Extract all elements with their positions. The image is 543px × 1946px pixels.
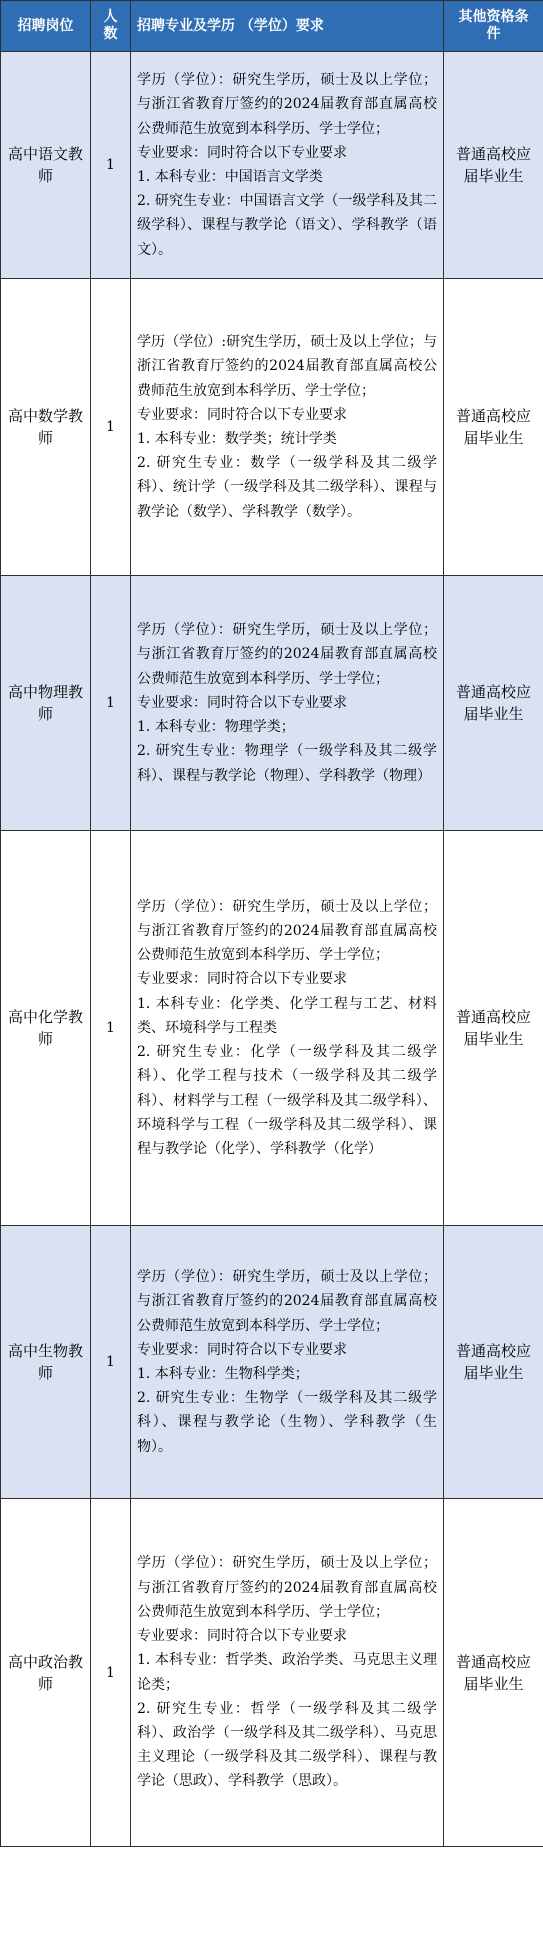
requirement-line: 2. 研究生专业：中国语言文学（一级学科及其二级学科）、课程与教学论（语文）、学科教学（语文）。	[137, 193, 437, 258]
position-cell: 高中数学教师	[1, 279, 91, 576]
table-row	[1, 831, 543, 1226]
count-cell: 1	[91, 1226, 131, 1499]
requirement-line: 专业要求：同时符合以下专业要求	[137, 406, 347, 423]
requirement-line: 学历（学位）：研究生学历，硕士及以上学位；与浙江省教育厅签约的2024届教育部直属高校公费师范生放宽到本科学历、学士学位；	[137, 622, 437, 687]
requirements-cell	[131, 1499, 444, 1847]
header-position: 招聘岗位	[1, 1, 91, 52]
requirement-line: 专业要求：同时符合以下专业要求	[137, 144, 347, 161]
count-cell: 1	[91, 831, 131, 1226]
position-cell: 高中生物教师	[1, 1226, 91, 1499]
requirements-cell	[131, 576, 444, 831]
header-count: 人数	[91, 1, 131, 52]
count-cell: 1	[91, 576, 131, 831]
requirement-line: 专业要求：同时符合以下专业要求	[137, 971, 347, 988]
requirement-line: 2. 研究生专业：哲学（一级学科及其二级学科）、政治学（一级学科及其二级学科）、马克思主义理论（一级学科及其二级学科）、课程与教学论（思政）、学科教学（思政）。	[137, 1700, 437, 1790]
other-requirements-cell: 普通高校应届毕业生	[444, 831, 543, 1226]
position-cell: 高中化学教师	[1, 831, 91, 1226]
table-row	[1, 279, 543, 576]
position-cell: 高中政治教师	[1, 1499, 91, 1847]
requirement-line: 学历（学位）：研究生学历，硕士及以上学位；与浙江省教育厅签约的2024届教育部直属高校公费师范生放宽到本科学历、学士学位；	[137, 898, 437, 964]
table-row	[1, 52, 543, 279]
requirements-cell	[131, 52, 444, 279]
other-requirements-cell: 普通高校应届毕业生	[444, 279, 543, 576]
requirement-line: 专业要求：同时符合以下专业要求	[137, 694, 347, 711]
table-row	[1, 1226, 543, 1499]
count-cell: 1	[91, 279, 131, 576]
table-row	[1, 576, 543, 831]
requirement-line: 学历（学位）：研究生学历，硕士及以上学位；与浙江省教育厅签约的2024届教育部直属高校公费师范生放宽到本科学历、学士学位；	[137, 72, 437, 137]
requirements-cell	[131, 1226, 444, 1499]
requirement-line: 1. 本科专业：中国语言文学类	[137, 169, 323, 185]
other-requirements-cell: 普通高校应届毕业生	[444, 576, 543, 831]
other-requirements-cell: 普通高校应届毕业生	[444, 1499, 543, 1847]
requirement-line: 专业要求：同时符合以下专业要求	[137, 1628, 347, 1645]
requirement-line: 1. 本科专业：化学类、化学工程与工艺、材料类、环境科学与工程类	[137, 995, 437, 1036]
requirement-line: 2. 研究生专业：生物学（一级学科及其二级学科）、课程与教学论（生物）、学科教学（生物）。	[137, 1390, 437, 1455]
requirement-line: 学历（学位）：研究生学历，硕士及以上学位；与浙江省教育厅签约的2024届教育部直属高校公费师范生放宽到本科学历、学士学位；	[137, 1555, 437, 1620]
requirement-line: 1. 本科专业：生物科学类；	[137, 1366, 309, 1382]
requirement-line: 2. 研究生专业：物理学（一级学科及其二级学科）、课程与教学论（物理）、学科教学（物理）	[137, 743, 437, 784]
position-cell: 高中语文教师	[1, 52, 91, 279]
requirement-line: 1. 本科专业：物理学类；	[137, 719, 295, 736]
table-header-row	[1, 1, 543, 52]
requirement-line: 1. 本科专业：哲学类、政治学类、马克思主义理论类；	[137, 1652, 437, 1693]
requirements-cell	[131, 279, 444, 576]
requirements-cell	[131, 831, 444, 1226]
other-requirements-cell: 普通高校应届毕业生	[444, 52, 543, 279]
other-requirements-cell: 普通高校应届毕业生	[444, 1226, 543, 1499]
position-cell: 高中物理教师	[1, 576, 91, 831]
header-requirements: 招聘专业及学历 （学位）要求	[131, 1, 444, 52]
requirement-line: 学历（学位）：研究生学历，硕士及以上学位；与浙江省教育厅签约的2024届教育部直属高校公费师范生放宽到本科学历、学士学位；	[137, 1269, 437, 1334]
requirement-line: 2. 研究生专业：数学（一级学科及其二级学科）、统计学（一级学科及其二级学科）、课程与教学论（数学）、学科教学（数学）。	[137, 455, 437, 520]
count-cell: 1	[91, 1499, 131, 1847]
count-cell: 1	[91, 52, 131, 279]
table-row	[1, 1499, 543, 1847]
requirement-line: 学历（学位）:研究生学历，硕士及以上学位；与浙江省教育厅签约的2024届教育部直属高校公费师范生放宽到本科学历、学士学位；	[137, 334, 437, 399]
header-other: 其他资格条件	[444, 1, 543, 52]
requirement-line: 2. 研究生专业：化学（一级学科及其二级学科）、化学工程与技术（一级学科及其二级学科）、材料学与工程（一级学科及其二级学科）、环境科学与工程（一级学科及其二级学科）、课程与教学论（化学）、学科教学（化学）	[137, 1044, 437, 1157]
requirement-line: 1. 本科专业：数学类；统计学类	[137, 431, 337, 447]
requirement-line: 专业要求：同时符合以下专业要求	[137, 1341, 347, 1358]
